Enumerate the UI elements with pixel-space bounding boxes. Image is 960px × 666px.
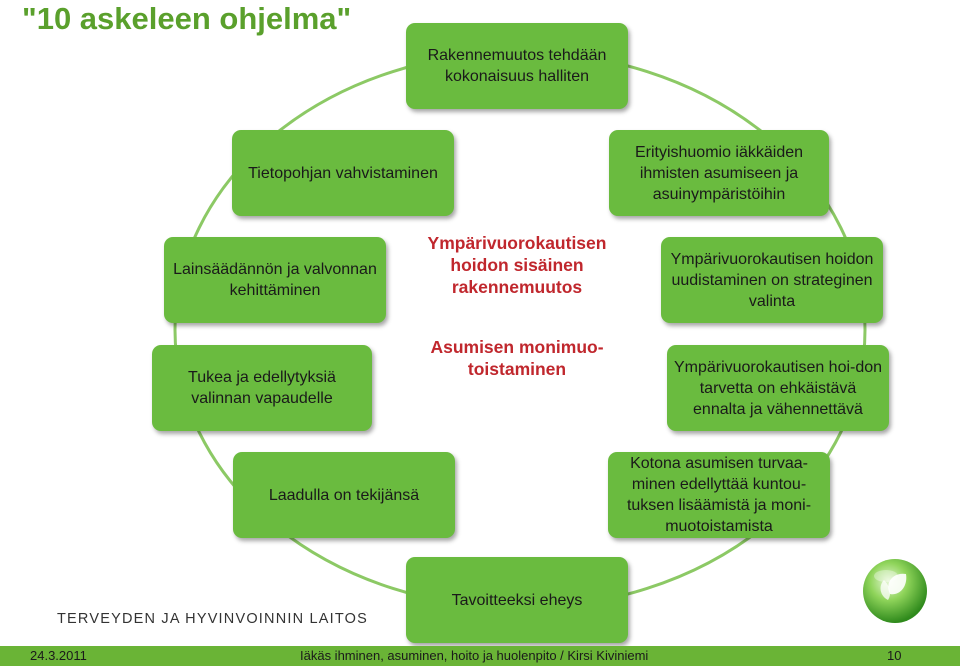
box-freedom-of-choice-label: Tukea ja edellytyksiä valinnan vapaudelle	[188, 369, 336, 407]
box-elderly-housing	[609, 130, 829, 216]
center-upper-text: Ympärivuorokautisen hoidon sisäinen rakennemuutos	[427, 233, 607, 297]
box-legislation	[164, 237, 386, 323]
box-integrity-label: Tavoitteeksi eheys	[451, 591, 583, 609]
box-strategic-choice-label: Ympärivuorokautisen hoidon uudistaminen on strateginen valinta	[670, 250, 874, 310]
slide-title: "10 askeleen ohjelma"	[22, 1, 352, 36]
box-freedom-of-choice	[152, 345, 372, 431]
box-home-living-label: Kotona asumisen turvaa-minen edellyttää kuntou-tuksen lisäämistä ja moni-muotoistamista	[626, 455, 812, 535]
box-structural-change	[406, 23, 628, 109]
box-elderly-housing-label: Erityishuomio iäkkäiden ihmisten asumiseen ja asuinympäristöihin	[634, 143, 804, 203]
globe-leaf-icon	[860, 556, 930, 626]
footer-date: 24.3.2011	[30, 648, 87, 663]
box-knowledge-base-label: Tietopohjan vahvistaminen	[248, 164, 438, 182]
box-integrity	[406, 557, 628, 643]
box-prevention	[667, 345, 889, 431]
box-home-living	[608, 452, 830, 538]
box-quality	[233, 452, 455, 538]
box-prevention-label: Ympärivuorokautisen hoi-don tarvetta on ehkäistävä ennalta ja vähennettävä	[673, 358, 883, 418]
box-strategic-choice	[661, 237, 883, 323]
organization-name: TERVEYDEN JA HYVINVOINNIN LAITOS	[57, 611, 369, 627]
center-lower-text: Asumisen monimuo-toistaminen	[430, 337, 604, 379]
footer-bar	[0, 646, 960, 666]
box-knowledge-base	[232, 130, 454, 216]
box-structural-change-label: Rakennemuutos tehdään kokonaisuus halliten	[427, 47, 607, 85]
page-number: 10	[887, 648, 902, 663]
box-quality-label: Laadulla on tekijänsä	[268, 486, 420, 504]
box-legislation-label: Lainsäädännön ja valvonnan kehittäminen	[173, 261, 377, 299]
footer-text: Iäkäs ihminen, asuminen, hoito ja huolenpito / Kirsi Kiviniemi	[300, 648, 649, 663]
